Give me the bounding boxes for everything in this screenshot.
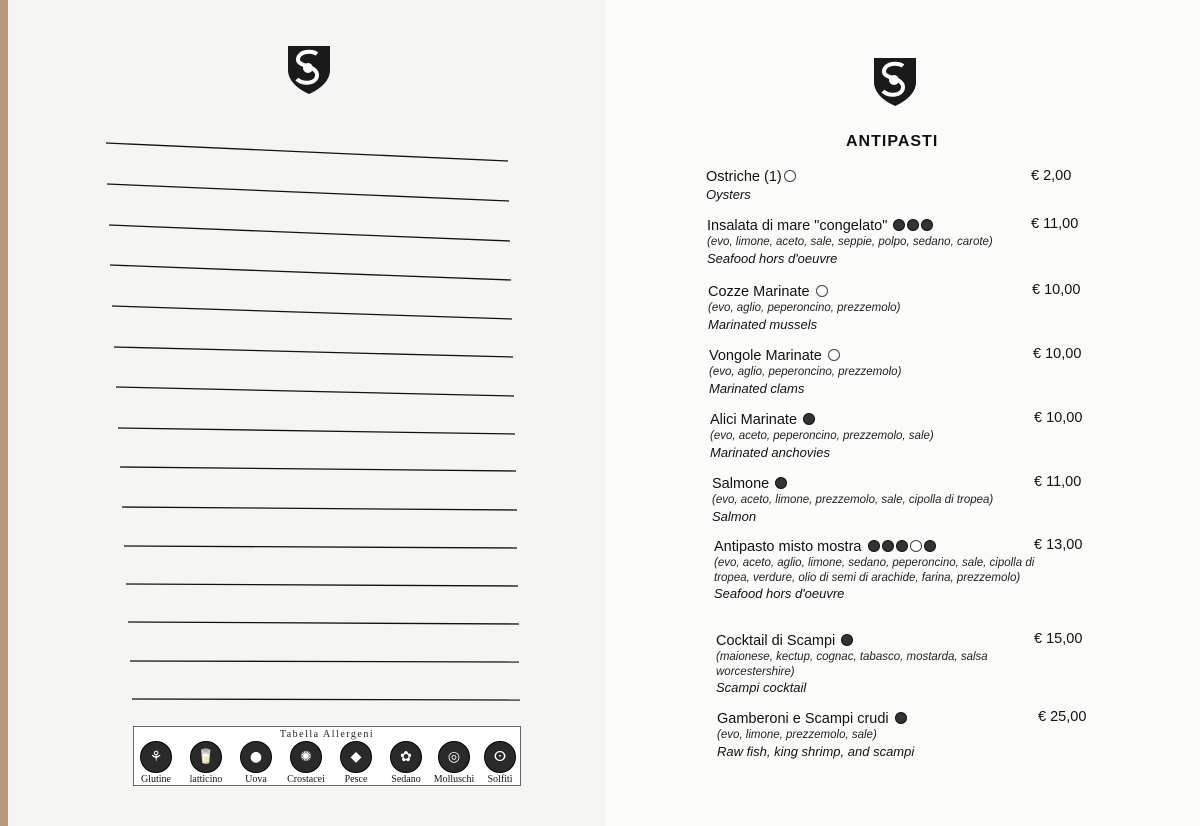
allergen-icon — [882, 540, 894, 552]
legend-label: latticino — [189, 774, 223, 785]
dish-english: Oysters — [706, 187, 751, 202]
dish-english: Scampi cocktail — [716, 680, 807, 695]
dish-english: Seafood hors d'oeuvre — [714, 586, 845, 601]
dish-name: Alici Marinate — [710, 411, 1100, 429]
dish-name: Cocktail di Scampi — [716, 632, 1026, 650]
legend-label: Crostacei — [287, 774, 325, 785]
dish-english: Marinated clams — [709, 380, 805, 396]
allergen-icon — [907, 219, 919, 231]
legend-label: Uova — [245, 774, 267, 785]
legend-item-molluschi — [428, 741, 480, 785]
section-title: ANTIPASTI — [846, 133, 939, 150]
restaurant-logo-icon — [870, 52, 920, 108]
dish-price: € 2,00 — [1031, 168, 1072, 184]
legend-item-pesce — [330, 741, 382, 785]
allergen-icon — [828, 349, 840, 361]
dish-price: € 11,00 — [1031, 216, 1079, 232]
wheat-icon: ⚘ — [140, 741, 172, 773]
dish-english: Marinated mussels — [708, 316, 818, 332]
right-page — [606, 0, 1200, 826]
allergen-icon — [896, 540, 908, 552]
legend-label: Pesce — [344, 774, 368, 785]
dish-price: € 10,00 — [1034, 410, 1083, 426]
allergen-icon — [868, 540, 880, 552]
dish-price: € 25,00 — [1038, 709, 1087, 725]
blank-writing-lines — [8, 0, 606, 720]
dish-name: Antipasto misto mostra — [714, 538, 1044, 556]
allergen-icon — [921, 219, 933, 231]
dish-ingredients: (evo, aglio, peperoncino, prezzemolo) — [709, 366, 902, 378]
legend-item-solfiti — [474, 741, 526, 785]
dish-name: Gamberoni e Scampi crudi — [717, 710, 1107, 728]
sulfite-icon: ⵙ — [484, 741, 516, 773]
fish-icon: ◆ — [340, 741, 372, 773]
menu-item — [707, 217, 1047, 267]
menu-item — [714, 538, 1044, 602]
allergen-icon — [816, 285, 828, 297]
allergen-icon — [784, 170, 796, 182]
dish-ingredients: (evo, aceto, limone, prezzemolo, sale, cipolla di tropea) — [712, 494, 994, 506]
legend-item-latticino — [180, 741, 232, 785]
dish-ingredients: (evo, aceto, aglio, limone, sedano, peperoncino, sale, cipolla di tropea, verdure, olio di semi di arachide, farina, prezzemolo) — [714, 557, 1035, 584]
dish-name: Cozze Marinate — [708, 283, 1098, 301]
dish-price: € 15,00 — [1034, 631, 1083, 647]
allergen-icon — [803, 413, 815, 425]
legend-label: Sedano — [391, 774, 421, 785]
legend-item-sedano — [380, 741, 432, 785]
egg-icon: ● — [240, 741, 272, 773]
dish-price: € 10,00 — [1032, 282, 1081, 298]
dish-ingredients: (evo, aceto, peperoncino, prezzemolo, sale) — [710, 430, 934, 442]
legend-label: Molluschi — [433, 774, 475, 785]
shell-icon: ◎ — [438, 741, 470, 773]
legend-item-uova — [230, 741, 282, 785]
dish-name: Vongole Marinate — [709, 347, 1099, 365]
crab-icon: ✺ — [290, 741, 322, 773]
dish-price: € 11,00 — [1034, 474, 1082, 490]
allergen-legend — [133, 726, 521, 786]
legend-label: Glutine — [141, 774, 171, 785]
allergen-icon — [841, 634, 853, 646]
dish-english: Raw fish, king shrimp, and scampi — [717, 743, 915, 759]
allergen-icon — [895, 712, 907, 724]
dish-price: € 13,00 — [1034, 537, 1083, 553]
dish-name: Ostriche (1) — [706, 168, 1096, 186]
legend-item-crostacei — [280, 741, 332, 785]
dish-english: Salmon — [712, 508, 757, 524]
dish-ingredients: (evo, limone, aceto, sale, seppie, polpo, sedano, carote) — [707, 236, 993, 248]
milk-icon: 🥛 — [190, 741, 222, 773]
allergen-icon — [910, 540, 922, 552]
dish-ingredients: (evo, limone, prezzemolo, sale) — [717, 729, 877, 741]
dish-english: Seafood hors d'oeuvre — [707, 250, 838, 266]
dish-english: Marinated anchovies — [710, 444, 830, 460]
dish-ingredients: (evo, aglio, peperoncino, prezzemolo) — [708, 302, 901, 314]
allergen-icon — [775, 477, 787, 489]
dish-name: Salmone — [712, 475, 1102, 493]
legend-item-glutine — [130, 741, 182, 785]
dish-name: Insalata di mare "congelato" — [707, 217, 1047, 235]
celery-icon: ✿ — [390, 741, 422, 773]
legend-label: Solfiti — [487, 774, 513, 785]
legend-title: Tabella Allergeni — [279, 729, 375, 740]
menu-item — [716, 632, 1026, 696]
dish-price: € 10,00 — [1033, 346, 1082, 362]
allergen-icon — [924, 540, 936, 552]
dish-ingredients: (maionese, kectup, cognac, tabasco, mostarda, salsa worcestershire) — [716, 651, 988, 678]
left-page — [8, 0, 607, 826]
allergen-icon — [893, 219, 905, 231]
